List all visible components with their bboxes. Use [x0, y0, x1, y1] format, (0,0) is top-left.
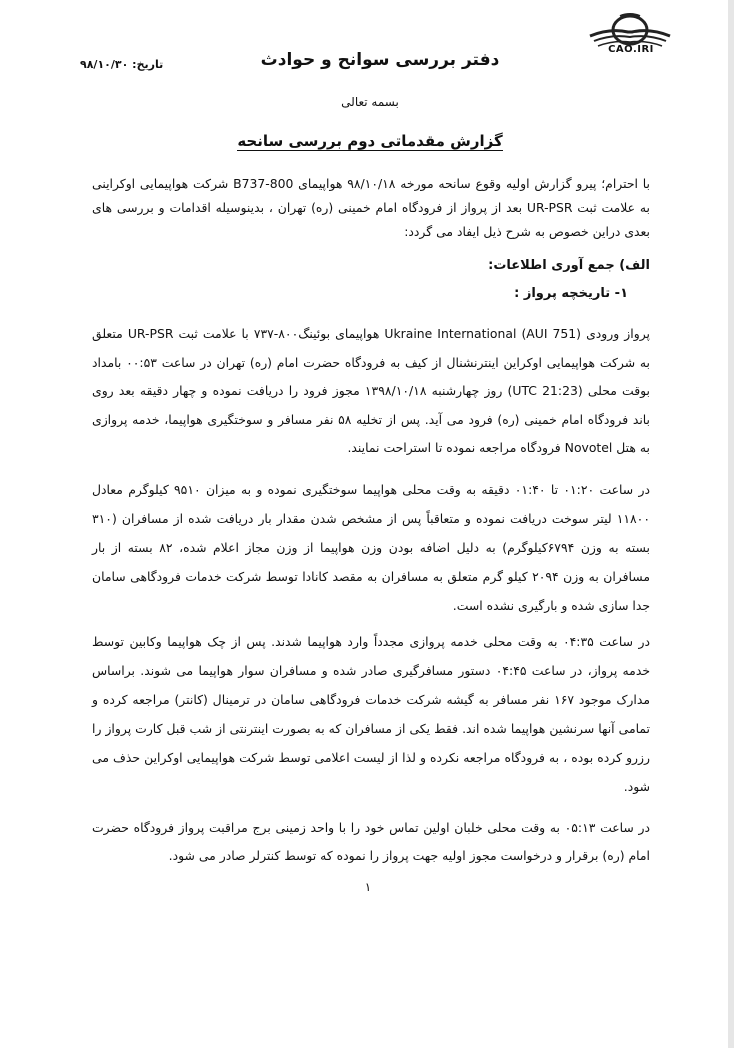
report-title-text: گزارش مقدماتی دوم بررسی سانحه [237, 132, 503, 150]
section-a-heading: الف) جمع آوری اطلاعات: [488, 258, 650, 273]
date-field [80, 58, 163, 71]
page-number: ۱ [364, 880, 372, 894]
flight-history-paragraph-1: پرواز ورودی Ukraine International (AUI 751) هواپیمای بوئینگ۸۰۰-۷۳۷ با علامت ثبت UR-PSR متعلق به شرکت هواپیمایی اوکراین اینترنشنال از کیف به فرودگاه حضرت امام (ره) تهران در ساعت ۰۰:۵۳ بامداد بوقت محلی (21:23 UTC) روز چهارشنبه ۱۳۹۸/۱۰/۱۸ مجوز فرود را دریافت نموده و چهار دقیقه بعد روی باند فرودگاه امام خمینی (ره) فرود می آید. پس از تخلیه ۵۸ نفر مسافر و سوختگیری هواپیما، خدمه پروازی به هتل Novotel فرودگاه مراجعه نموده تا استراحت نمایند. [92, 326, 650, 455]
cao-logo-icon [580, 6, 680, 64]
date-label: تاریخ: [132, 58, 164, 71]
intro-paragraph: با احترام؛ پیرو گزارش اولیه وقوع سانحه مورخه ۹۸/۱۰/۱۸ هواپیمای B737-800 شرکت هواپیمایی اوکراینی به علامت ثبت UR-PSR بعد از پرواز از فرودگاه امام خمینی (ره) تهران ، بدینوسیله اقدامات و بررسی های بعدی دراین خصوص به شرح ذیل ایفاد می گردد: [92, 176, 650, 239]
flight-history-paragraph-4: در ساعت ۰۵:۱۳ به وقت محلی خلبان اولین تماس خود را با واحد زمینی برج مراقبت پرواز فرودگاه حضرت امام (ره) برقرار و درخواست مجوز اولیه جهت پرواز را نموده که توسط کنترلر صادر می شود. [92, 820, 650, 863]
flight-history-paragraph-2: در ساعت ۰۱:۲۰ تا ۰۱:۴۰ دقیقه به وقت محلی هواپیما سوختگیری نموده و به میزان ۹۵۱۰ کیلوگرم معادل ۱۱۸۰۰ لیتر سوخت دریافت نموده و متعاقباً پس از مشخص شدن مقدار بار دریافت شده از مسافران (۳۱۰ بسته به وزن ۶۷۹۴کیلوگرم) به دلیل اضافه بودن وزن هواپیما از وزن مجاز اعلام شده، ۸۲ بسته از بار مسافران به وزن ۲۰۹۴ کیلو گرم متعلق به مسافران به مقصد کانادا توسط شرکت خدمات فرودگاهی سامان جدا سازی شده و بارگیری نشده است. [92, 482, 650, 613]
report-title [220, 132, 520, 150]
logo-text: CAO.IRI [608, 44, 654, 55]
flight-history-paragraph-3: در ساعت ۰۴:۳۵ به وقت محلی خدمه پروازی مجدداً وارد هواپیما شدند. پس از چک هواپیما وکابین توسط خدمه پرواز، در ساعت ۰۴:۴۵ دستور مسافرگیری صادر شده و مسافران سوار هواپیما می شوند. براساس مدارک موجود ۱۶۷ نفر مسافر به گیشه شرکت خدمات فرودگاهی سامان در ترمینال (کانتر) مراجعه کرده و تمامی آنها سرنشین هواپیما شده اند. فقط یکی از مسافران که به بصورت اینترنتی از شب قبل کارت پرواز را رزرو کرده بوده ، به فرودگاه مراجعه نکرده و لذا از لیست اعلامی توسط شرکت هواپیمایی اوکراین حذف می شود. [92, 634, 651, 794]
page-title: دفتر بررسی سوانح و حوادث [260, 50, 500, 70]
bismillah: بسمه تعالی [341, 95, 399, 109]
section-1-heading: ۱- تاریخچه پرواز : [514, 286, 628, 301]
page-edge [728, 0, 734, 1048]
date-value: ۹۸/۱۰/۳۰ [80, 58, 129, 71]
